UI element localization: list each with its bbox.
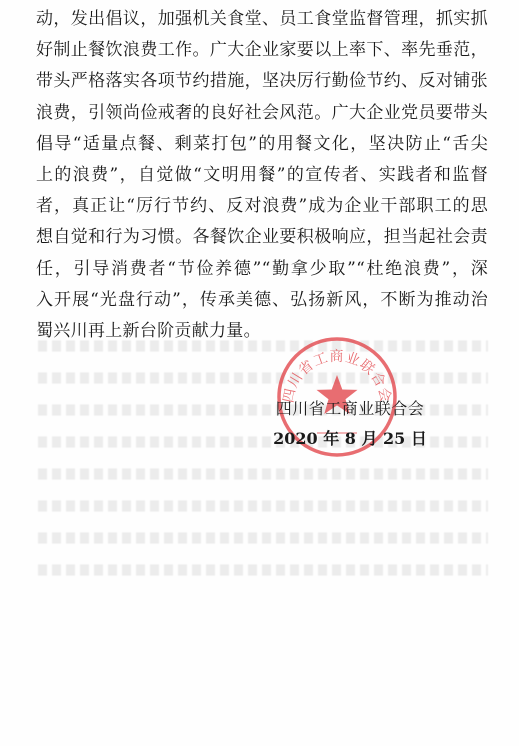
body-paragraph — [36, 4, 488, 347]
paragraph-line: 蜀兴川再上新台阶贡献力量。 — [36, 320, 261, 341]
paragraph-line: 动，发出倡议，加强机关食堂、员工食堂监督管理，抓实抓 — [36, 9, 488, 29]
bleed-through-text — [38, 330, 488, 586]
issue-date: 2020 年 8 月 25 日 — [273, 429, 427, 448]
paragraph-line: 上的浪费”，自觉做“文明用餐”的宣传者、实践者和监督 — [36, 164, 488, 185]
paragraph-line: 倡导“适量点餐、剩菜打包”的用餐文化，坚决防止“舌尖 — [36, 133, 488, 154]
issuing-organization: 四川省工商业联合会 — [275, 399, 425, 418]
paragraph-line: 任，引导消费者“节俭养德”“勤拿少取”“杜绝浪费”，深 — [36, 258, 488, 279]
signature-block — [270, 397, 430, 451]
paragraph-line: 好制止餐饮浪费工作。广大企业家要以上率下、率先垂范， — [36, 40, 488, 61]
paragraph-line: 想自觉和行为习惯。各餐饮企业要积极响应，担当起社会责 — [36, 227, 488, 248]
paragraph-line: 者，真正让“厉行节约、反对浪费”成为企业干部职工的思 — [36, 196, 488, 217]
paragraph-line: 带头严格落实各项节约措施，坚决厉行勤俭节约、反对铺张 — [36, 71, 488, 92]
paragraph-line: 入开展“光盘行动”，传承美德、弘扬新风，不断为推动治 — [36, 289, 488, 310]
seal-text: 四川省工商业联合会 — [280, 349, 394, 405]
paragraph-line: 浪费，引领尚俭戒奢的良好社会风范。广大企业党员要带头 — [36, 102, 488, 123]
